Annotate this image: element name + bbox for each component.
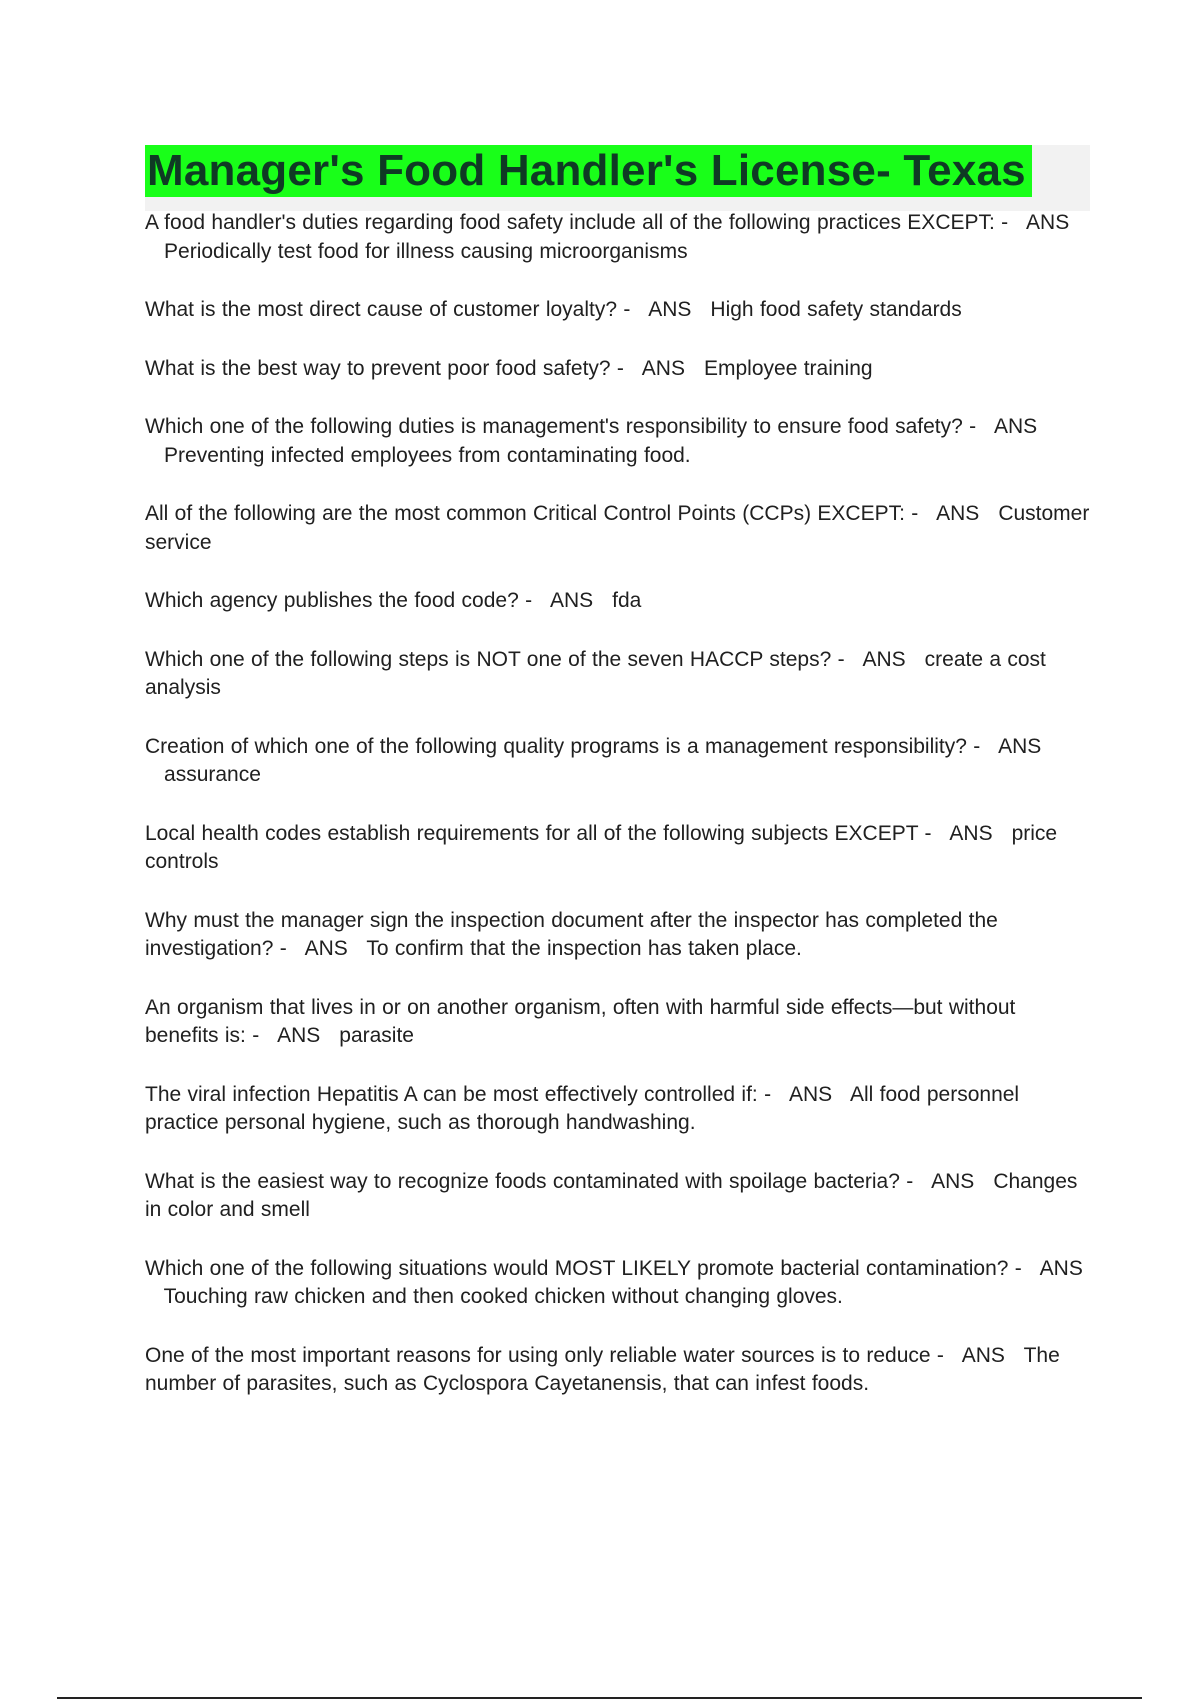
answer-text: Preventing infected employees from contaminating food.	[164, 443, 691, 467]
footer-rule	[57, 1697, 1142, 1699]
answer-text: parasite	[339, 1024, 414, 1047]
ans-label: ANS	[1039, 1256, 1083, 1280]
ans-label: ANS	[862, 647, 906, 671]
question-text: What is the easiest way to recognize foods contaminated with spoilage bacteria? -	[145, 1169, 914, 1193]
ans-label: ANS	[998, 734, 1042, 758]
ans-label: ANS	[936, 502, 980, 525]
ans-label: ANS	[993, 415, 1038, 438]
answer-text: Touching raw chicken and then cooked chicken without changing gloves.	[163, 1285, 843, 1308]
question-text: Which one of the following situations would MOST LIKELY promote bacterial contamination? -	[145, 1256, 1022, 1280]
answer-text: fda	[612, 589, 642, 612]
qa-item	[145, 1081, 1090, 1138]
answer-text: The number of parasites, such as Cyclospora Cayetanensis, that can infest foods.	[145, 1343, 1060, 1395]
ans-label: ANS	[961, 1343, 1005, 1367]
qa-item	[145, 1255, 1090, 1312]
question-text: All of the following are the most common Critical Control Points (CCPs) EXCEPT: -	[145, 502, 919, 525]
answer-text: Changes in color and smell	[145, 1169, 1078, 1221]
ans-label: ANS	[949, 821, 993, 845]
qa-item	[145, 209, 1090, 266]
answer-text: assurance	[164, 763, 261, 786]
ans-label: ANS	[304, 937, 348, 960]
question-text: Which agency publishes the food code? -	[145, 589, 533, 612]
question-text: Which one of the following steps is NOT one of the seven HACCP steps? -	[145, 647, 845, 671]
question-text: What is the most direct cause of customer loyalty? -	[145, 298, 631, 321]
qa-item	[145, 355, 1090, 384]
qa-item	[145, 1168, 1090, 1225]
answer-text: create a cost analysis	[145, 647, 1046, 699]
answer-text: High food safety standards	[710, 298, 962, 321]
qa-item	[145, 907, 1090, 964]
qa-item	[145, 1342, 1090, 1399]
question-text: A food handler's duties regarding food safety include all of the following practices EXCEPT: -	[145, 211, 1009, 234]
qa-item	[145, 733, 1090, 790]
ans-label: ANS	[277, 1024, 321, 1047]
qa-item	[145, 994, 1090, 1051]
document-title: Manager's Food Handler's License- Texas	[145, 145, 1032, 197]
ans-label: ANS	[549, 589, 594, 612]
ans-label: ANS	[1026, 211, 1070, 234]
answer-text: All food personnel practice personal hygiene, such as thorough handwashing.	[145, 1082, 1020, 1134]
question-text: An organism that lives in or on another organism, often with harmful side effects—but without benefits is: -	[145, 995, 1016, 1047]
answer-text: To confirm that the inspection has taken place.	[366, 937, 802, 960]
qa-item	[145, 500, 1090, 557]
qa-item	[145, 820, 1090, 877]
answer-text: Employee training	[703, 356, 873, 380]
question-text: One of the most important reasons for using only reliable water sources is to reduce -	[145, 1343, 944, 1367]
question-text: Local health codes establish requirements for all of the following subjects EXCEPT -	[145, 821, 932, 845]
qa-item	[145, 296, 1090, 325]
answer-text: Customer service	[145, 502, 1090, 554]
question-text: Creation of which one of the following quality programs is a management responsibility? -	[145, 734, 981, 758]
question-text: The viral infection Hepatitis A can be most effectively controlled if: -	[145, 1082, 772, 1106]
ans-label: ANS	[931, 1169, 975, 1193]
question-text: What is the best way to prevent poor food safety? -	[145, 356, 624, 380]
answer-text: Periodically test food for illness causing microorganisms	[164, 239, 688, 263]
question-text: Why must the manager sign the inspection document after the inspector has completed the investigation? -	[145, 908, 998, 960]
ans-label: ANS	[788, 1082, 833, 1106]
ans-label: ANS	[648, 298, 692, 321]
title-band	[145, 145, 1090, 211]
qa-list	[145, 209, 1090, 1429]
question-text: Which one of the following duties is management's responsibility to ensure food safety? -	[145, 415, 977, 438]
qa-item	[145, 646, 1090, 703]
ans-label: ANS	[641, 356, 685, 380]
qa-item	[145, 587, 1090, 616]
answer-text: price controls	[145, 821, 1058, 873]
qa-item	[145, 413, 1090, 470]
